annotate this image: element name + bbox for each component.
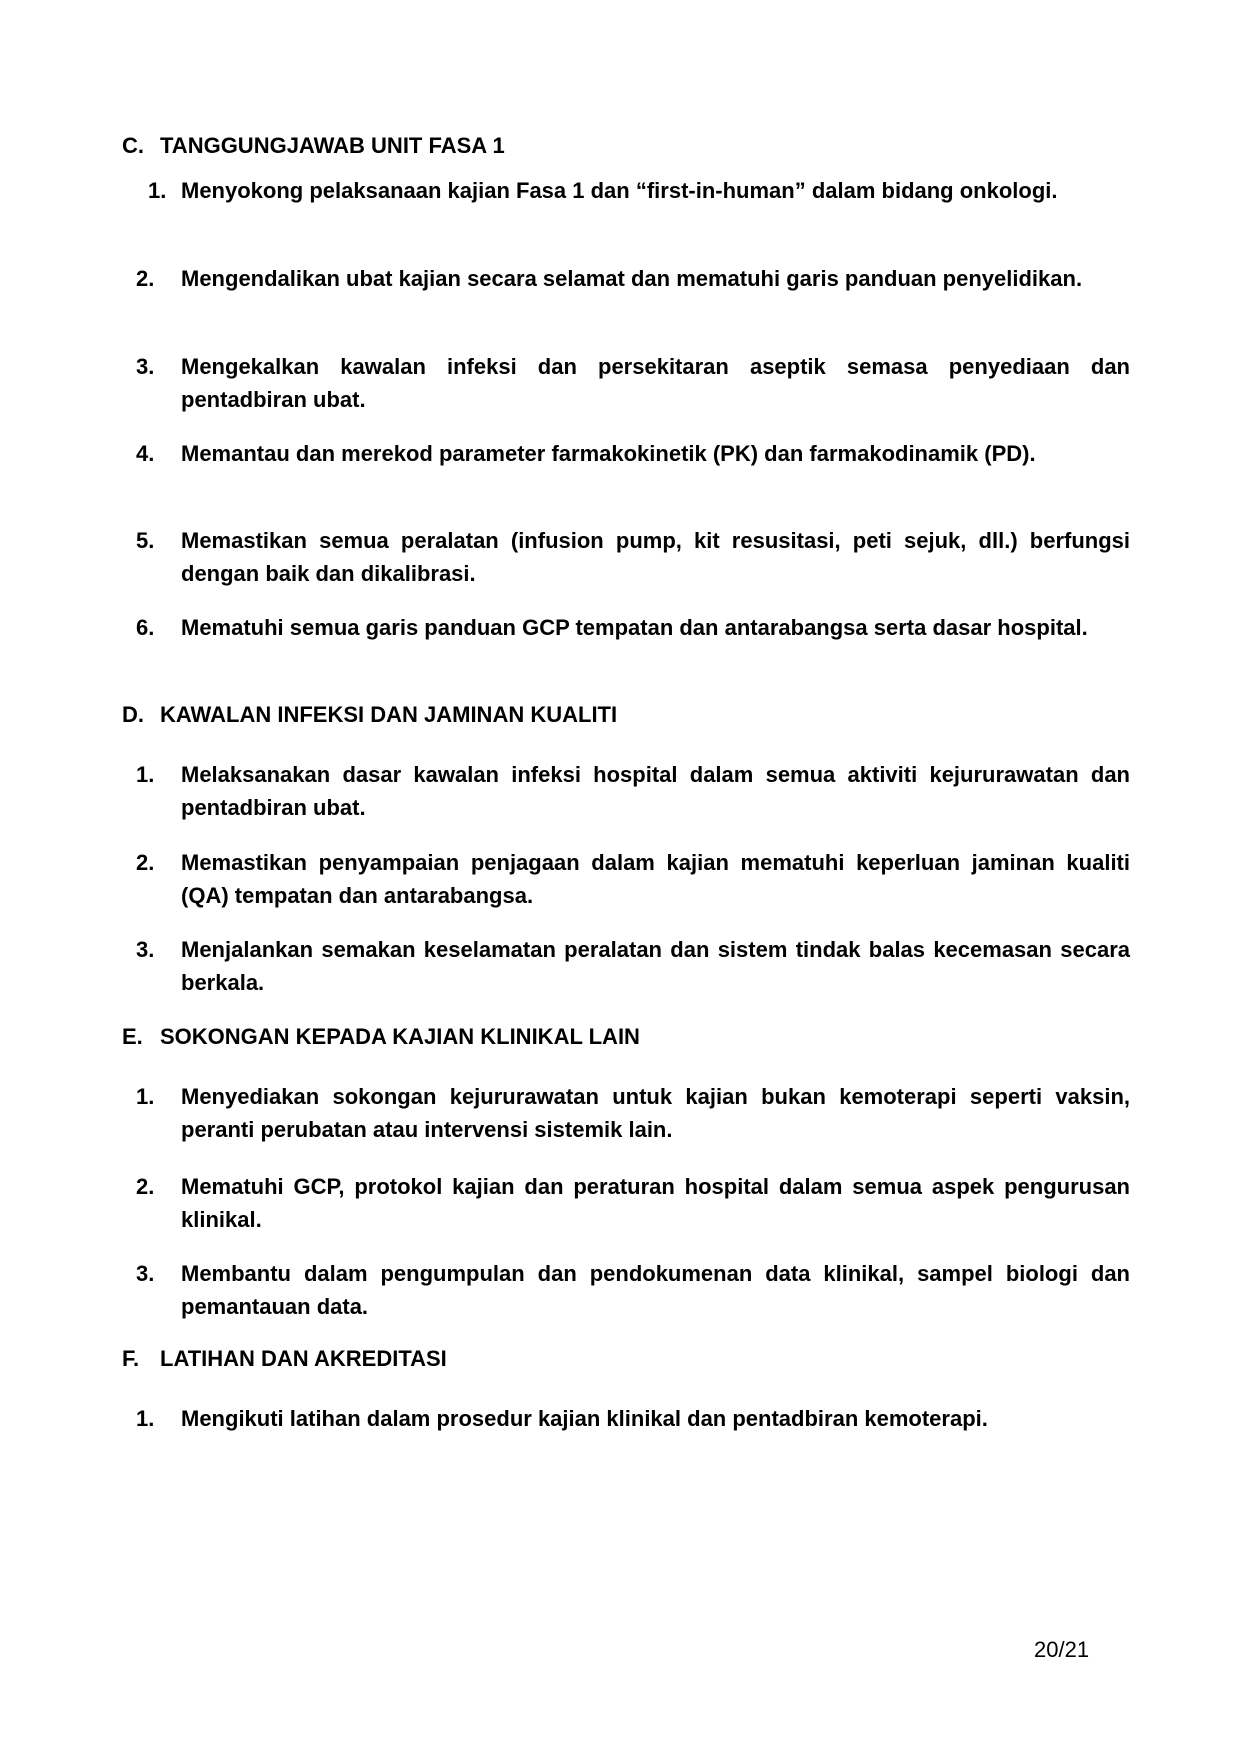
item-number: 3. xyxy=(136,354,155,379)
list-item xyxy=(122,1170,1130,1236)
item-number: 2. xyxy=(136,1174,155,1199)
item-text: Menjalankan semakan keselamatan peralatan dan sistem tindak balas kecemasan secara berkala. xyxy=(181,937,1130,995)
list-item xyxy=(122,933,1130,999)
section-letter: E. xyxy=(122,1024,143,1049)
item-number: 2. xyxy=(136,266,155,291)
section-heading-e xyxy=(122,1021,640,1053)
list-item xyxy=(122,611,1130,644)
list-item xyxy=(122,174,1130,207)
list-item xyxy=(122,262,1130,295)
item-number: 5. xyxy=(136,528,155,553)
item-number: 1. xyxy=(136,1084,155,1109)
item-text: Memantau dan merekod parameter farmakokinetik (PK) dan farmakodinamik (PD). xyxy=(181,441,1036,466)
section-letter: C. xyxy=(122,133,144,158)
section-letter: D. xyxy=(122,702,144,727)
list-item xyxy=(122,524,1130,590)
item-text: Mematuhi semua garis panduan GCP tempatan dan antarabangsa serta dasar hospital. xyxy=(181,615,1088,640)
item-text: Menyediakan sokongan kejururawatan untuk kajian bukan kemoterapi seperti vaksin, peranti perubatan atau intervensi sistemik lain. xyxy=(181,1084,1130,1142)
item-text: Memastikan semua peralatan (infusion pump, kit resusitasi, peti sejuk, dll.) berfungsi dengan baik dan dikalibrasi. xyxy=(181,528,1130,586)
section-heading-d xyxy=(122,699,617,731)
section-title: LATIHAN DAN AKREDITASI xyxy=(160,1346,447,1371)
item-text: Mengendalikan ubat kajian secara selamat dan mematuhi garis panduan penyelidikan. xyxy=(181,266,1083,291)
item-number: 1. xyxy=(136,762,155,787)
list-item xyxy=(122,1402,1130,1435)
section-title: KAWALAN INFEKSI DAN JAMINAN KUALITI xyxy=(160,702,618,727)
item-number: 1. xyxy=(136,1406,155,1431)
list-item xyxy=(122,1080,1130,1146)
item-text: Melaksanakan dasar kawalan infeksi hospital dalam semua aktiviti kejururawatan dan pentadbiran ubat. xyxy=(181,762,1130,820)
item-text: Mengikuti latihan dalam prosedur kajian klinikal dan pentadbiran kemoterapi. xyxy=(181,1406,988,1431)
item-text: Menyokong pelaksanaan kajian Fasa 1 dan “first-in-human” dalam bidang onkologi. xyxy=(181,178,1058,203)
item-text: Memastikan penyampaian penjagaan dalam kajian mematuhi keperluan jaminan kualiti (QA) tempatan dan antarabangsa. xyxy=(181,850,1130,908)
item-text: Membantu dalam pengumpulan dan pendokumenan data klinikal, sampel biologi dan pemantauan data. xyxy=(181,1261,1130,1319)
item-number: 4. xyxy=(136,441,155,466)
list-item xyxy=(122,846,1130,912)
list-item xyxy=(122,350,1130,416)
item-number: 2. xyxy=(136,850,155,875)
list-item xyxy=(122,758,1130,824)
item-text: Mematuhi GCP, protokol kajian dan peraturan hospital dalam semua aspek pengurusan klinikal. xyxy=(181,1174,1130,1232)
section-title: SOKONGAN KEPADA KAJIAN KLINIKAL LAIN xyxy=(160,1024,640,1049)
item-number: 3. xyxy=(136,1261,155,1286)
section-title: TANGGUNGJAWAB UNIT FASA 1 xyxy=(160,133,505,158)
section-heading-f xyxy=(122,1343,447,1375)
item-number: 3. xyxy=(136,937,155,962)
item-number: 1. xyxy=(148,178,167,203)
section-heading-c xyxy=(122,130,505,162)
item-number: 6. xyxy=(136,615,155,640)
list-item xyxy=(122,1257,1130,1323)
page-number: 20/21 xyxy=(1034,1637,1090,1662)
section-letter: F. xyxy=(122,1346,140,1371)
list-item xyxy=(122,437,1130,470)
item-text: Mengekalkan kawalan infeksi dan persekitaran aseptik semasa penyediaan dan pentadbiran ubat. xyxy=(181,354,1130,412)
